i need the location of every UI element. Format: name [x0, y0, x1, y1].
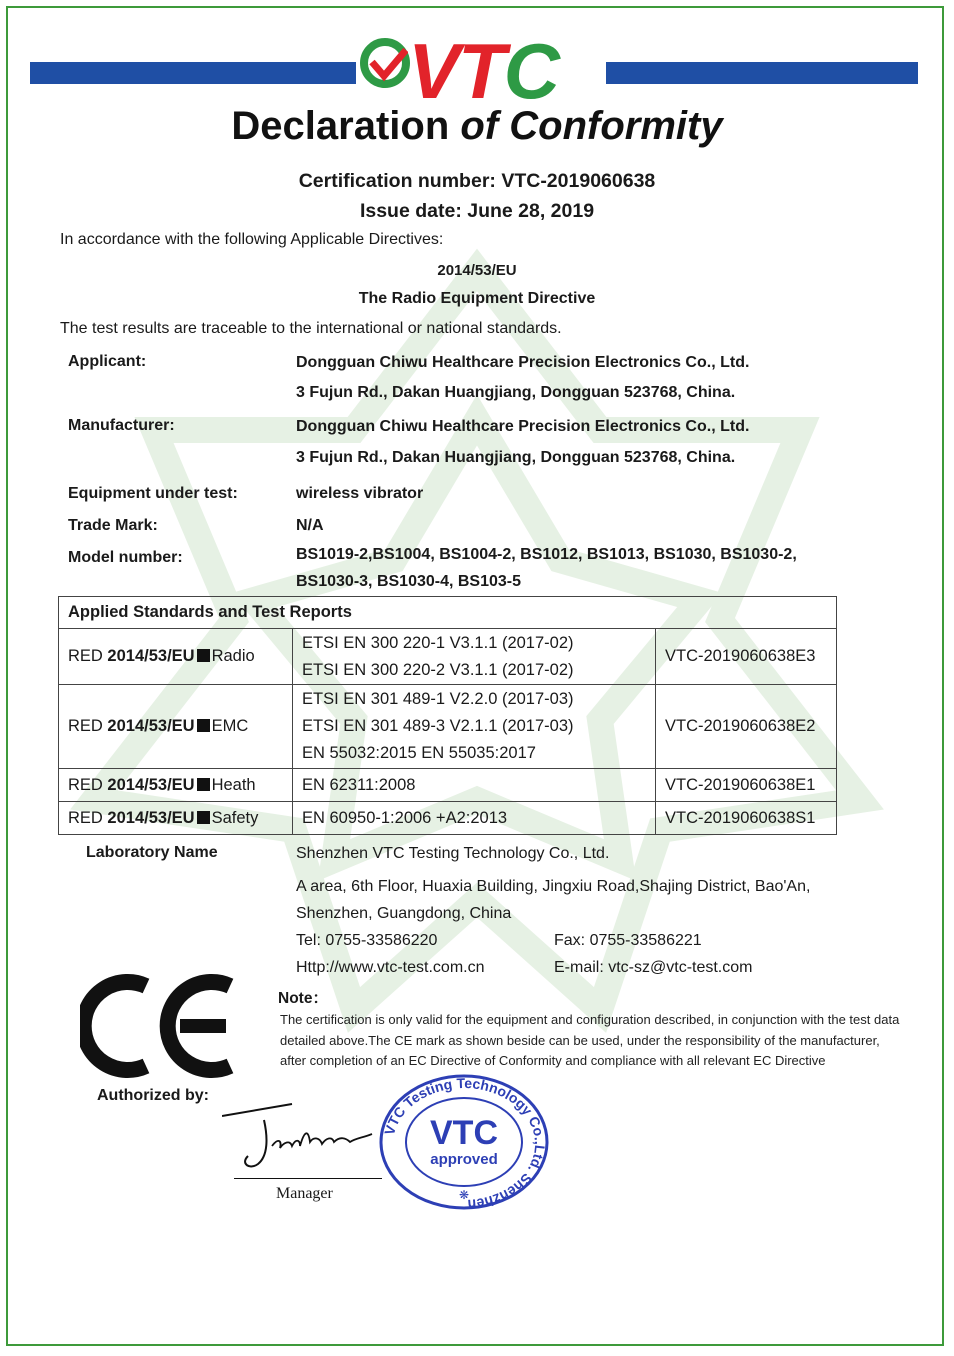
stamp-center-text: VTC [430, 1114, 498, 1152]
model-line-2: BS1030-3, BS1030-4, BS103-5 [296, 573, 522, 590]
trademark-label: Trade Mark: [68, 517, 158, 534]
directives-intro: In accordance with the following Applicable Directives: [60, 231, 444, 248]
signature-line [234, 1178, 382, 1179]
report-cell: VTC-2019060638E1 [656, 769, 837, 802]
table-row [59, 769, 837, 802]
report-cell: VTC-2019060638E3 [656, 629, 837, 685]
note-text: The certification is only valid for the equipment and configuration described, in conjunction with the test data detailed above.The CE mark as shown beside can be used, under the responsibility of the manufacturer, after completion of an EC Directive of Conformity and compliance with all relevant EC Directive [280, 1012, 900, 1068]
laboratory-label: Laboratory Name [86, 844, 218, 861]
check-icon [368, 48, 408, 82]
table-row [59, 685, 837, 769]
laboratory-tel: Tel: 0755-33586220 [296, 932, 438, 949]
laboratory-email: E-mail: vtc-sz@vtc-test.com [554, 959, 753, 976]
standards-cell: ETSI EN 301 489-1 V2.2.0 (2017-03) ETSI EN 301 489-3 V2.1.1 (2017-03) EN 55032:2015 EN 55035:2017 [293, 685, 656, 769]
directive-cell: RED 2014/53/EU EMC [59, 685, 293, 769]
standards-cell: EN 60950-1:2006 +A2:2013 [293, 802, 656, 835]
header-band-right [600, 62, 918, 84]
directive-cell: RED 2014/53/EU Heath [59, 769, 293, 802]
stamp-star-icon: ❋ [458, 1188, 470, 1202]
square-bullet-icon [197, 649, 210, 662]
title-italic: of Conformity [460, 104, 723, 148]
vtc-approved-stamp [377, 1072, 551, 1212]
table-row [59, 629, 837, 685]
applicant-label: Applicant: [68, 353, 147, 370]
report-cell: VTC-2019060638S1 [656, 802, 837, 835]
stamp-ring-text: VTC Testing Technology Co.,Ltd. Shenzhen [380, 1074, 549, 1212]
traceable-statement: The test results are traceable to the international or national standards. [60, 320, 562, 337]
laboratory-address-2: Shenzhen, Guangdong, China [296, 905, 512, 922]
signature [222, 1098, 382, 1174]
standards-table [58, 596, 837, 835]
applicant-name: Dongguan Chiwu Healthcare Precision Electronics Co., Ltd. [296, 354, 750, 371]
manufacturer-address: 3 Fujun Rd., Dakan Huangjiang, Dongguan 523768, China. [296, 449, 736, 466]
issue-date: Issue date: June 28, 2019 [359, 200, 595, 222]
signatory-role: Manager [276, 1185, 333, 1202]
vtc-logo [356, 27, 606, 115]
standards-cell: EN 62311:2008 [293, 769, 656, 802]
directive-cell: RED 2014/53/EU Radio [59, 629, 293, 685]
standards-cell: ETSI EN 300 220-1 V3.1.1 (2017-02) ETSI EN 300 220-2 V3.1.1 (2017-02) [293, 629, 656, 685]
applicant-address: 3 Fujun Rd., Dakan Huangjiang, Dongguan 523768, China. [296, 384, 736, 401]
ce-mark-icon [80, 972, 240, 1080]
directive-code: 2014/53/EU [437, 262, 517, 279]
logo-text-vt: VT [408, 27, 504, 115]
square-bullet-icon [197, 719, 210, 732]
laboratory-website: Http://www.vtc-test.com.cn [296, 959, 485, 976]
trademark-value: N/A [296, 517, 324, 534]
laboratory-fax: Fax: 0755-33586221 [554, 932, 702, 949]
page-title [0, 104, 954, 149]
model-label: Model number: [68, 549, 183, 566]
table-row [59, 802, 837, 835]
authorized-label: Authorized by: [97, 1087, 209, 1104]
equipment-label: Equipment under test: [68, 485, 238, 502]
header-band-left [30, 62, 360, 84]
table-header: Applied Standards and Test Reports [59, 597, 837, 629]
stamp-approved-text: approved [430, 1151, 498, 1168]
model-line-1: BS1019-2,BS1004, BS1004-2, BS1012, BS1013, BS1030, BS1030-2, [296, 546, 797, 563]
square-bullet-icon [197, 811, 210, 824]
manufacturer-name: Dongguan Chiwu Healthcare Precision Electronics Co., Ltd. [296, 418, 750, 435]
title-main: Declaration [231, 104, 450, 148]
table-header-row [59, 597, 837, 629]
laboratory-name: Shenzhen VTC Testing Technology Co., Ltd. [296, 845, 610, 862]
directive-name: The Radio Equipment Directive [358, 290, 596, 307]
laboratory-address-1: A area, 6th Floor, Huaxia Building, Jingxiu Road,Shajing District, Bao'An, [296, 878, 811, 895]
certification-number: Certification number: VTC-2019060638 [298, 170, 656, 192]
report-cell: VTC-2019060638E2 [656, 685, 837, 769]
manufacturer-label: Manufacturer: [68, 417, 175, 434]
directive-cell: RED 2014/53/EU Safety [59, 802, 293, 835]
square-bullet-icon [197, 778, 210, 791]
logo-text-c: C [503, 27, 559, 115]
note-label: Note： [278, 990, 328, 1007]
equipment-value: wireless vibrator [296, 485, 424, 502]
